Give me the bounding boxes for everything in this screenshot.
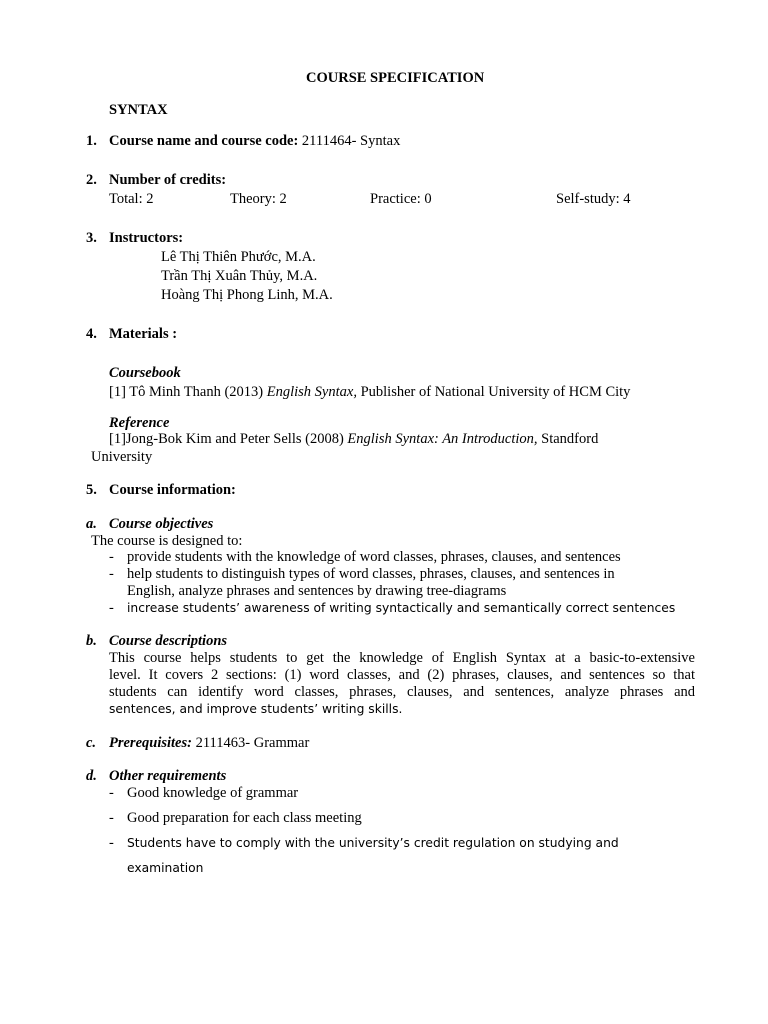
objective-item: provide students with the knowledge of word classes, phrases, clauses, and sentences [127, 549, 621, 565]
instructor-item: Lê Thị Thiên Phước, M.A. [161, 249, 316, 265]
coursebook-publisher: Publisher of National University of HCM City [356, 384, 631, 400]
credits-self-study: Self-study: 4 [556, 191, 631, 207]
section-1-line [109, 132, 400, 150]
document-title: COURSE SPECIFICATION [306, 70, 485, 86]
bullet-dash: - [109, 785, 114, 801]
section-3-number: 3. [86, 230, 97, 246]
objective-item: increase students’ awareness of writing syntactically and semantically correct sentences [127, 601, 676, 615]
reference-citation [109, 430, 598, 448]
course-code-value: 2111464- Syntax [298, 133, 401, 149]
prerequisites-line [109, 734, 309, 752]
objective-item-cont: English, analyze phrases and sentences by drawing tree-diagrams [127, 583, 507, 599]
bullet-dash: - [109, 835, 114, 851]
bullet-dash: - [109, 810, 114, 826]
other-requirements-heading: Other requirements [109, 768, 227, 784]
course-subtitle: SYNTAX [109, 102, 168, 118]
requirement-item-cont: examination [127, 861, 204, 875]
course-descriptions-heading: Course descriptions [109, 633, 228, 649]
description-line: level. It covers 2 sections: (1) word classes, and (2) phrases, clauses, and sentences so that [109, 667, 695, 683]
bullet-dash: - [109, 549, 114, 565]
section-5-number: 5. [86, 482, 97, 498]
description-line: This course helps students to get the knowledge of English Syntax at a basic-to-extensive [109, 650, 695, 666]
prerequisites-heading: Prerequisites: [109, 735, 192, 751]
section-3-label: Instructors: [109, 230, 184, 246]
section-4-number: 4. [86, 326, 97, 342]
reference-authors: [1]Jong-Bok Kim and Peter Sells (2008) [109, 431, 348, 447]
section-2-number: 2. [86, 172, 97, 188]
instructor-item: Trần Thị Xuân Thủy, M.A. [161, 268, 318, 284]
bullet-dash: - [109, 600, 114, 616]
section-5-label: Course information: [109, 482, 236, 498]
section-4-label: Materials : [109, 326, 178, 342]
coursebook-citation [109, 383, 630, 401]
reference-citation-cont: University [91, 449, 153, 465]
subsection-a-letter: a. [86, 516, 97, 532]
requirement-item: Students have to comply with the university’s credit regulation on studying and [127, 836, 619, 850]
coursebook-heading: Coursebook [109, 365, 181, 381]
objective-item: help students to distinguish types of word classes, phrases, clauses, and sentences in [127, 566, 615, 582]
reference-book-title: English Syntax: An Introduction, [347, 431, 538, 447]
section-1-number: 1. [86, 133, 97, 149]
coursebook-author: [1] Tô Minh Thanh (2013) [109, 384, 267, 400]
section-2-label: Number of credits: [109, 172, 227, 188]
objectives-intro: The course is designed to: [91, 533, 243, 549]
credits-practice: Practice: 0 [370, 191, 432, 207]
course-objectives-heading: Course objectives [109, 516, 214, 532]
credits-theory: Theory: 2 [230, 191, 287, 207]
reference-publisher: Standford [537, 431, 599, 447]
prerequisites-value: 2111463- Grammar [191, 735, 310, 751]
requirement-item: Good preparation for each class meeting [127, 810, 362, 826]
bullet-dash: - [109, 566, 114, 582]
coursebook-book-title: English Syntax, [266, 384, 357, 400]
subsection-d-letter: d. [86, 768, 97, 784]
credits-total: Total: 2 [109, 191, 154, 207]
section-1-label: Course name and course code: [109, 133, 299, 149]
subsection-c-letter: c. [86, 735, 97, 751]
instructor-item: Hoàng Thị Phong Linh, M.A. [161, 287, 333, 303]
description-line: students can identify word classes, phrases, clauses, and sentences, analyze phrases and [109, 684, 695, 700]
subsection-b-letter: b. [86, 633, 97, 649]
description-line: sentences, and improve students’ writing skills. [109, 702, 403, 716]
reference-heading: Reference [109, 415, 170, 431]
requirement-item: Good knowledge of grammar [127, 785, 299, 801]
